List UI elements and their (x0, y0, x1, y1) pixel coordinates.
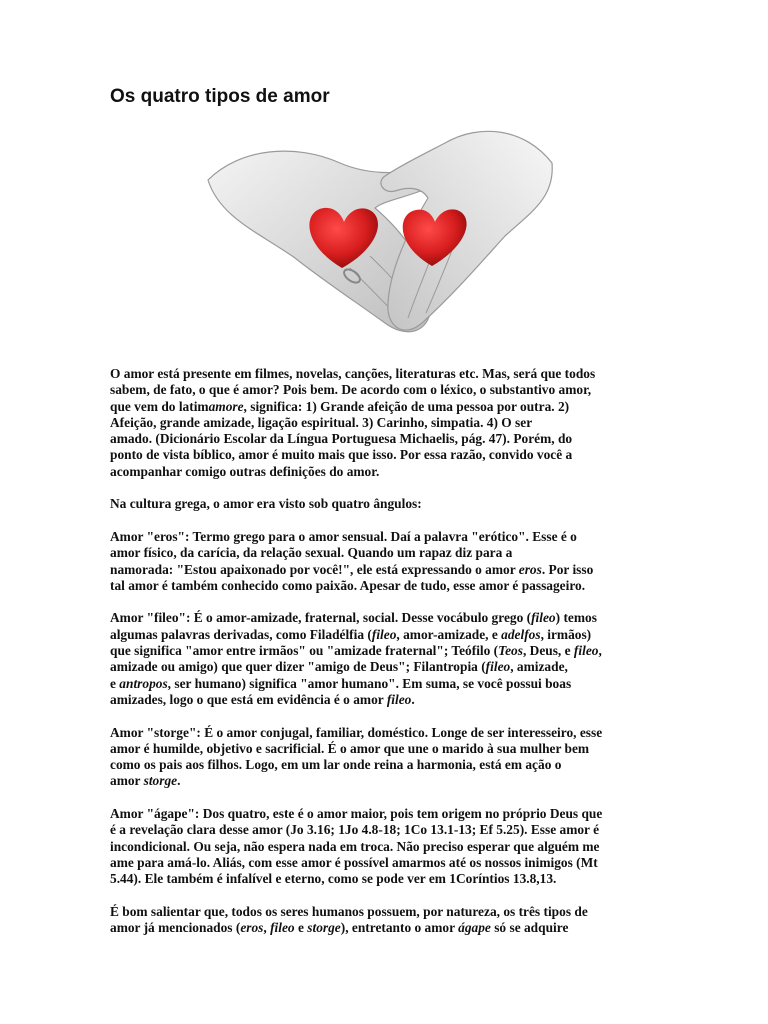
text-line (110, 447, 660, 463)
text-run: ponto de vista bíblico, amor é muito mais que isso. Por essa razão, convido você a (110, 447, 573, 463)
text-run: Amor "storge": É o amor conjugal, familiar, doméstico. Longe de ser interesseiro, esse (110, 724, 603, 740)
text-run: Amor "fileo": É o amor-amizade, fraternal, social. Desse vocábulo grego ( (110, 610, 532, 626)
paragraph (110, 806, 660, 887)
text-run: amor já mencionados ( (110, 920, 241, 936)
text-run: amor (110, 773, 144, 789)
text-line (110, 382, 660, 398)
text-line (110, 659, 660, 675)
text-line (110, 496, 660, 512)
text-line (110, 871, 660, 887)
text-run: . Por isso (541, 561, 594, 577)
text-run: Afeição, grande amizade, ligação espiritual. 3) Carinho, simpatia. 4) O ser (110, 414, 533, 430)
text-run: ) temos (555, 610, 597, 626)
text-run: É bom salientar que, todos os seres humanos possuem, por natureza, os três tipos de (110, 903, 588, 919)
text-line (110, 610, 660, 626)
text-run: amado. (Dicionário Escolar da Língua Portuguesa Michaelis, pág. 47). Porém, do (110, 431, 573, 447)
text-run: namorada: "Estou apaixonado por você!", ele está expressando o amor (110, 561, 519, 577)
text-run: amizade ou amigo) que quer dizer "amigo de Deus"; Filantropia ( (110, 659, 486, 675)
text-line (110, 643, 660, 659)
text-run: amizades, logo o que está em evidência é o amor (110, 691, 387, 707)
text-run: incondicional. Ou seja, não espera nada em troca. Não preciso esperar que alguém me (110, 838, 600, 854)
text-run: , (263, 920, 271, 936)
paragraph (110, 610, 660, 708)
italic-term: eros (240, 920, 264, 936)
text-run: . (411, 691, 415, 707)
text-line (110, 578, 660, 594)
text-line (110, 692, 660, 708)
text-run: é a revelação clara desse amor (Jo 3.16; 1Jo 4.8-18; 1Co 13.1-13; Ef 5.25). Esse amor é (110, 822, 600, 838)
text-line (110, 562, 660, 578)
text-run: e (110, 675, 120, 691)
text-line (110, 545, 660, 561)
paragraph (110, 496, 660, 512)
text-run: amor é humilde, objetivo e sacrificial. É o amor que une o marido à sua mulher bem (110, 740, 590, 756)
text-line (110, 464, 660, 480)
text-line (110, 725, 660, 741)
italic-term: fileo (573, 643, 599, 659)
italic-term: fileo (371, 626, 397, 642)
italic-term: fileo (531, 610, 556, 626)
italic-term: eros (518, 561, 542, 577)
text-line (110, 431, 660, 447)
paragraph (110, 725, 660, 790)
italic-term: fileo (270, 920, 295, 936)
text-run: que significa "amor entre irmãos" ou "amizade fraternal"; Teófilo ( (110, 643, 499, 659)
text-line (110, 415, 660, 431)
italic-term: storge (307, 920, 341, 936)
paragraph (110, 529, 660, 594)
text-run: Amor "eros": Termo grego para o amor sensual. Daí a palavra "erótico". Esse é o (110, 528, 577, 544)
text-line (110, 757, 660, 773)
text-run: , amor-amizade, e (396, 626, 502, 642)
paragraph (110, 366, 660, 480)
text-run: Na cultura grega, o amor era visto sob quatro ângulos: (110, 496, 422, 512)
italic-term: fileo (386, 691, 412, 707)
text-run: como os pais aos filhos. Logo, em um lar onde reina a harmonia, está em ação o (110, 757, 562, 773)
italic-term: Teos (498, 643, 523, 659)
document-body (110, 366, 660, 953)
paragraph (110, 904, 660, 937)
text-line (110, 822, 660, 838)
text-line (110, 399, 660, 415)
text-run: que vem do latim (110, 398, 209, 414)
text-run: , Deus, e (522, 643, 574, 659)
text-run: , irmãos) (540, 626, 592, 642)
text-line (110, 366, 660, 382)
italic-term: adelfos (501, 626, 541, 642)
italic-term: amore (208, 398, 244, 414)
text-run: , (598, 643, 602, 659)
text-line (110, 839, 660, 855)
text-run: . (177, 773, 181, 789)
text-run: Amor "ágape": Dos quatro, este é o amor maior, pois tem origem no próprio Deus que (110, 806, 603, 822)
text-run: tal amor é também conhecido como paixão. Apesar de tudo, esse amor é passageiro. (110, 577, 586, 593)
text-run: sabem, de fato, o que é amor? Pois bem. De acordo com o léxico, o substantivo amor, (110, 382, 592, 398)
text-run: 5.44). Ele também é infalível e eterno, como se pode ver em 1Coríntios 13.8,13. (110, 871, 557, 887)
text-run: , ser humano) significa "amor humano". Em suma, se você possui boas (167, 675, 572, 691)
text-line (110, 855, 660, 871)
italic-term: storge (143, 773, 178, 789)
text-run: só se adquire (490, 920, 569, 936)
italic-term: fileo (485, 659, 511, 675)
page-title: Os quatro tipos de amor (110, 86, 330, 107)
text-line (110, 904, 660, 920)
text-line (110, 741, 660, 757)
text-run: e (294, 920, 308, 936)
text-line (110, 676, 660, 692)
text-run: ), entretanto o amor (340, 920, 459, 936)
text-run: O amor está presente em filmes, novelas, canções, literaturas etc. Mas, será que todos (110, 366, 596, 381)
hands-holding-hearts-icon (200, 118, 560, 348)
text-line (110, 529, 660, 545)
text-line (110, 773, 660, 789)
text-run: acompanhar comigo outras definições do amor. (110, 463, 380, 479)
text-line (110, 806, 660, 822)
italic-term: ágape (458, 920, 491, 936)
text-run: amor físico, da carícia, da relação sexual. Quando um rapaz diz para a (110, 545, 513, 561)
text-run: , amizade, (510, 659, 568, 675)
text-line (110, 627, 660, 643)
text-run: , significa: 1) Grande afeição de uma pessoa por outra. 2) (243, 398, 570, 414)
text-line (110, 920, 660, 936)
italic-term: antropos (119, 675, 168, 691)
text-run: ame para amá-lo. Aliás, com esse amor é possível amarmos até os nossos inimigos (Mt (110, 854, 598, 870)
text-run: algumas palavras derivadas, como Filadélfia ( (110, 626, 372, 642)
hands-holding-hearts-image (200, 118, 560, 348)
